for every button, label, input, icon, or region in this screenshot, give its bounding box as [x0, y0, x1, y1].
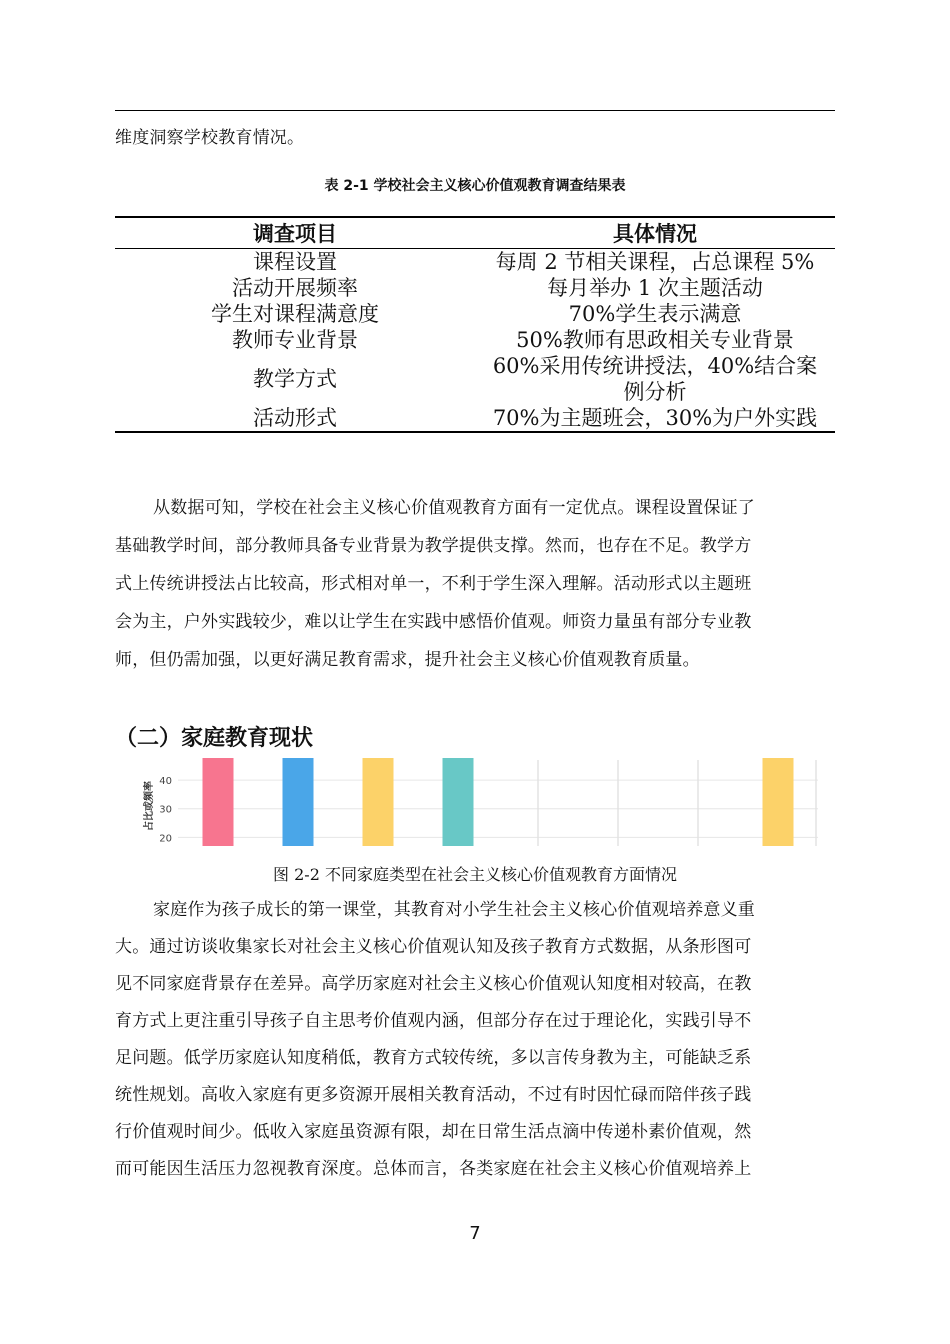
family-bar-chart	[138, 758, 828, 850]
intro-line: 维度洞察学校教育情况。	[115, 128, 305, 148]
table-cell-detail: 50%教师有思政相关专业背景	[516, 328, 794, 352]
table-cell-item: 课程设置	[253, 250, 337, 274]
paragraph-line: 行价值观时间少。低收入家庭虽资源有限，却在日常生活点滴中传递朴素价值观，然	[115, 1122, 752, 1142]
table-row	[115, 249, 835, 276]
table-row	[115, 327, 835, 353]
header-rule	[115, 110, 835, 111]
paragraph-line: 见不同家庭背景存在差异。高学历家庭对社会主义核心价值观认知度相对较高，在教	[115, 974, 752, 994]
chart-bar	[283, 758, 314, 846]
paragraph-line: 统性规划。高收入家庭有更多资源开展相关教育活动，不过有时因忙碌而陪伴孩子践	[115, 1085, 752, 1105]
table-cell-item: 教师专业背景	[232, 328, 358, 352]
table-cell-item: 活动形式	[115, 405, 475, 432]
paragraph-line: 基础教学时间，部分教师具备专业背景为教学提供支撑。然而，也存在不足。教学方	[115, 536, 752, 556]
table-cell-detail: 每周 2 节相关课程，占总课程 5%	[495, 250, 815, 274]
table-row	[115, 301, 835, 327]
table-caption: 表 2-1 学校社会主义核心价值观教育调查结果表	[324, 178, 626, 194]
paragraph-line: 大。通过访谈收集家长对社会主义核心价值观认知及孩子教育方式数据，从条形图可	[115, 937, 752, 957]
table-cell-detail: 60%采用传统讲授法，40%结合案例分析	[492, 354, 818, 404]
paragraph-line: 足问题。低学历家庭认知度稍低，教育方式较传统，多以言传身教为主，可能缺乏系	[115, 1048, 752, 1068]
y-tick-label: 40	[159, 776, 172, 788]
table-row	[115, 275, 835, 301]
figure-caption: 图 2-2 不同家庭类型在社会主义核心价值观教育方面情况	[273, 865, 677, 884]
paragraph-line: 式上传统讲授法占比较高，形式相对单一，不利于学生深入理解。活动形式以主题班	[115, 574, 752, 594]
table-cell-item: 学生对课程满意度	[211, 302, 379, 326]
chart-bar	[443, 758, 474, 846]
y-tick-label: 30	[159, 804, 172, 816]
table-header-row	[115, 217, 835, 249]
table-cell-detail: 70%学生表示满意	[568, 302, 742, 326]
table-row	[115, 405, 835, 432]
table-cell-detail: 70%为主题班会，30%为户外实践	[475, 405, 835, 432]
paragraph-line: 育方式上更注重引导孩子自主思考价值观内涵，但部分存在过于理论化，实践引导不	[115, 1011, 752, 1031]
chart-bar	[363, 758, 394, 846]
paragraph-line: 师，但仍需加强，以更好满足教育需求，提升社会主义核心价值观教育质量。	[115, 650, 700, 670]
page-number: 7	[469, 1223, 481, 1244]
survey-table	[115, 216, 835, 433]
section-heading: （二）家庭教育现状	[115, 726, 314, 751]
table-cell-detail: 每月举办 1 次主题活动	[547, 276, 763, 300]
table-header-detail: 具体情况	[475, 217, 835, 249]
table-header-item: 调查项目	[115, 217, 475, 249]
chart-bar	[203, 758, 234, 846]
paragraph-line: 会为主，户外实践较少，难以让学生在实践中感悟价值观。师资力量虽有部分专业教	[115, 612, 752, 632]
table-cell-item: 活动开展频率	[232, 276, 358, 300]
table-row	[115, 353, 835, 405]
chart-bar	[763, 758, 794, 846]
paragraph-line: 家庭作为孩子成长的第一课堂，其教育对小学生社会主义核心价值观培养意义重	[153, 900, 755, 920]
paragraph-line: 从数据可知，学校在社会主义核心价值观教育方面有一定优点。课程设置保证了	[153, 498, 755, 518]
table-cell-item: 教学方式	[253, 367, 337, 391]
y-axis-label: 占比或频率	[144, 781, 155, 831]
y-tick-label: 20	[159, 833, 172, 845]
paragraph-line: 而可能因生活压力忽视教育深度。总体而言，各类家庭在社会主义核心价值观培养上	[115, 1159, 752, 1179]
